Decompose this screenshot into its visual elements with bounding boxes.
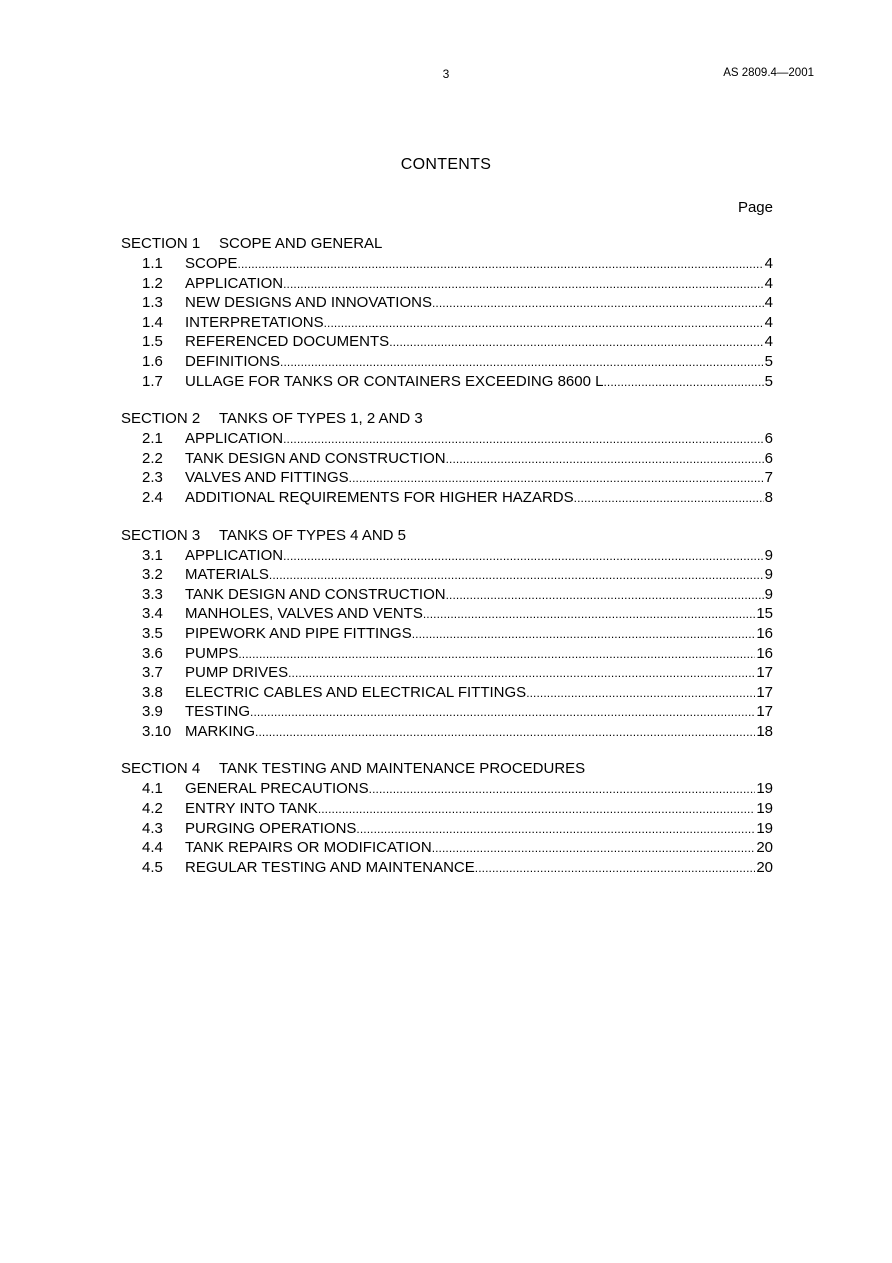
toc-entry[interactable]: [121, 468, 773, 488]
toc-entry[interactable]: [121, 702, 773, 722]
clause-title: TESTING: [185, 703, 251, 721]
document-id: AS 2809.4—2001: [723, 67, 814, 79]
dot-leader: [283, 429, 764, 449]
clause-number: 3.10: [142, 722, 172, 740]
toc-entry[interactable]: [121, 585, 773, 605]
dot-leader: [255, 722, 755, 742]
toc-entry[interactable]: [121, 565, 773, 585]
toc-entry[interactable]: [121, 313, 773, 333]
dot-leader: [369, 779, 756, 799]
table-of-contents: [121, 234, 773, 895]
toc-section: [121, 409, 773, 507]
section-heading[interactable]: [121, 526, 773, 546]
clause-number: 2.3: [142, 469, 163, 487]
clause-title: MANHOLES, VALVES AND VENTS: [185, 605, 423, 623]
page-reference: 9: [764, 585, 773, 603]
contents-title: CONTENTS: [400, 156, 492, 173]
clause-title: ENTRY INTO TANK: [185, 800, 318, 818]
clause-title: DEFINITIONS: [185, 352, 281, 370]
page-reference: 19: [756, 819, 773, 837]
clause-title: ULLAGE FOR TANKS OR CONTAINERS EXCEEDING 8600 L: [185, 372, 604, 390]
toc-entry[interactable]: [121, 644, 773, 664]
dot-leader: [423, 604, 755, 624]
clause-title: SCOPE: [185, 255, 238, 272]
clause-number: 4.5: [142, 858, 163, 876]
clause-title: PIPEWORK AND PIPE FITTINGS: [185, 624, 412, 642]
toc-entry[interactable]: [121, 663, 773, 683]
dot-leader: [475, 858, 756, 878]
dot-leader: [250, 702, 755, 722]
dot-leader: [288, 663, 755, 683]
clause-number: 3.8: [142, 683, 163, 701]
dot-leader: [412, 624, 756, 644]
clause-number: 3.9: [142, 703, 163, 721]
page-reference: 20: [756, 839, 773, 857]
clause-number: 4.1: [142, 780, 163, 798]
section-number: SECTION 3: [121, 526, 201, 544]
clause-number: 3.7: [142, 664, 163, 682]
toc-section: [121, 526, 773, 742]
section-title: TANKS OF TYPES 1, 2 AND 3: [219, 410, 423, 428]
clause-title: MATERIALS: [185, 566, 269, 584]
clause-title: APPLICATION: [185, 430, 284, 448]
toc-entry[interactable]: [121, 722, 773, 742]
page-reference: 20: [756, 858, 773, 876]
clause-title: PURGING OPERATIONS: [185, 819, 357, 837]
page-reference: 7: [764, 469, 773, 487]
clause-number: 1.7: [142, 372, 163, 390]
clause-title: VALVES AND FITTINGS: [185, 469, 349, 487]
clause-number: 4.2: [142, 800, 163, 818]
clause-title: REGULAR TESTING AND MAINTENANCE: [185, 858, 475, 876]
toc-entry[interactable]: [121, 604, 773, 624]
clause-number: 2.1: [142, 430, 163, 448]
page-number: 3: [442, 67, 450, 81]
clause-number: 1.4: [142, 313, 163, 331]
page-reference: 5: [764, 372, 773, 390]
page-reference: 6: [764, 449, 773, 467]
page-reference: 4: [764, 294, 773, 312]
page-reference: 4: [764, 255, 773, 272]
section-number: SECTION 2: [121, 410, 201, 428]
toc-entry[interactable]: [121, 838, 773, 858]
clause-number: 1.6: [142, 352, 163, 370]
page-reference: 17: [756, 664, 773, 682]
clause-number: 1.1: [142, 255, 163, 272]
toc-entry[interactable]: [121, 488, 773, 508]
toc-entry[interactable]: [121, 546, 773, 566]
dot-leader: [356, 819, 755, 839]
dot-leader: [432, 838, 756, 858]
page-reference: 4: [764, 333, 773, 351]
dot-leader: [280, 352, 764, 372]
clause-title: APPLICATION: [185, 274, 284, 292]
toc-entry[interactable]: [121, 624, 773, 644]
toc-entry[interactable]: [121, 372, 773, 392]
dot-leader: [283, 546, 764, 566]
dot-leader: [432, 293, 764, 313]
clause-title: TANK REPAIRS OR MODIFICATION: [185, 839, 432, 857]
page-reference: 18: [756, 722, 773, 740]
page-reference: 17: [756, 683, 773, 701]
clause-title: ADDITIONAL REQUIREMENTS FOR HIGHER HAZARDS: [185, 488, 574, 506]
clause-title: NEW DESIGNS AND INNOVATIONS: [185, 294, 432, 312]
section-title: SCOPE AND GENERAL: [219, 235, 383, 252]
toc-entry[interactable]: [121, 254, 773, 274]
page-reference: 9: [764, 546, 773, 564]
clause-title: TANK DESIGN AND CONSTRUCTION: [185, 449, 446, 467]
dot-leader: [238, 644, 755, 664]
clause-number: 3.2: [142, 566, 163, 584]
page-reference: 19: [756, 800, 773, 818]
clause-number: 4.4: [142, 839, 163, 857]
clause-number: 3.6: [142, 644, 163, 662]
toc-entry[interactable]: [121, 799, 773, 819]
toc-entry[interactable]: [121, 858, 773, 878]
dot-leader: [349, 468, 764, 488]
clause-title: REFERENCED DOCUMENTS: [185, 333, 390, 351]
toc-entry[interactable]: [121, 293, 773, 313]
toc-entry[interactable]: [121, 429, 773, 449]
dot-leader: [446, 585, 764, 605]
section-heading[interactable]: [121, 759, 773, 779]
page-reference: 16: [756, 644, 773, 662]
dot-leader: [574, 488, 764, 508]
clause-number: 2.2: [142, 449, 163, 467]
section-title: TANK TESTING AND MAINTENANCE PROCEDURES: [219, 760, 586, 778]
toc-entry[interactable]: [121, 683, 773, 703]
section-number: SECTION 1: [121, 235, 201, 252]
page-column-label: Page: [737, 199, 773, 216]
toc-entry[interactable]: [121, 352, 773, 372]
page-reference: 17: [756, 703, 773, 721]
section-heading[interactable]: [121, 234, 773, 254]
clause-number: 3.5: [142, 624, 163, 642]
page-reference: 8: [764, 488, 773, 506]
toc-entry[interactable]: [121, 332, 773, 352]
clause-number: 3.3: [142, 585, 163, 603]
page-reference: 4: [764, 274, 773, 292]
clause-title: PUMPS: [185, 644, 239, 662]
clause-title: GENERAL PRECAUTIONS: [185, 780, 369, 798]
page-reference: 16: [756, 624, 773, 642]
clause-title: INTERPRETATIONS: [185, 313, 324, 331]
dot-leader: [526, 683, 755, 703]
toc-entry[interactable]: [121, 274, 773, 294]
dot-leader: [269, 565, 764, 585]
page-reference: 6: [764, 430, 773, 448]
clause-title: ELECTRIC CABLES AND ELECTRICAL FITTINGS: [185, 683, 527, 701]
page-reference: 15: [756, 605, 773, 623]
page-reference: 9: [764, 566, 773, 584]
toc-entry[interactable]: [121, 779, 773, 799]
page-reference: 19: [756, 780, 773, 798]
dot-leader: [283, 274, 764, 294]
dot-leader: [324, 313, 764, 333]
clause-number: 4.3: [142, 819, 163, 837]
clause-number: 3.4: [142, 605, 163, 623]
section-number: SECTION 4: [121, 760, 201, 778]
clause-number: 2.4: [142, 488, 163, 506]
dot-leader: [446, 449, 764, 469]
dot-leader: [603, 372, 763, 392]
page-reference: 4: [764, 313, 773, 331]
section-title: TANKS OF TYPES 4 AND 5: [219, 526, 407, 544]
clause-number: 1.3: [142, 294, 163, 312]
clause-number: 3.1: [142, 546, 163, 564]
section-heading[interactable]: [121, 409, 773, 429]
clause-title: APPLICATION: [185, 546, 284, 564]
clause-number: 1.5: [142, 333, 163, 351]
clause-title: MARKING: [185, 722, 256, 740]
toc-entry[interactable]: [121, 819, 773, 839]
clause-title: TANK DESIGN AND CONSTRUCTION: [185, 585, 446, 603]
clause-number: 1.2: [142, 274, 163, 292]
clause-title: PUMP DRIVES: [185, 664, 289, 682]
toc-section: [121, 234, 773, 391]
dot-leader: [238, 254, 764, 274]
toc-section: [121, 759, 773, 877]
page-reference: 5: [764, 352, 773, 370]
dot-leader: [389, 332, 763, 352]
dot-leader: [318, 799, 756, 819]
toc-entry[interactable]: [121, 449, 773, 469]
